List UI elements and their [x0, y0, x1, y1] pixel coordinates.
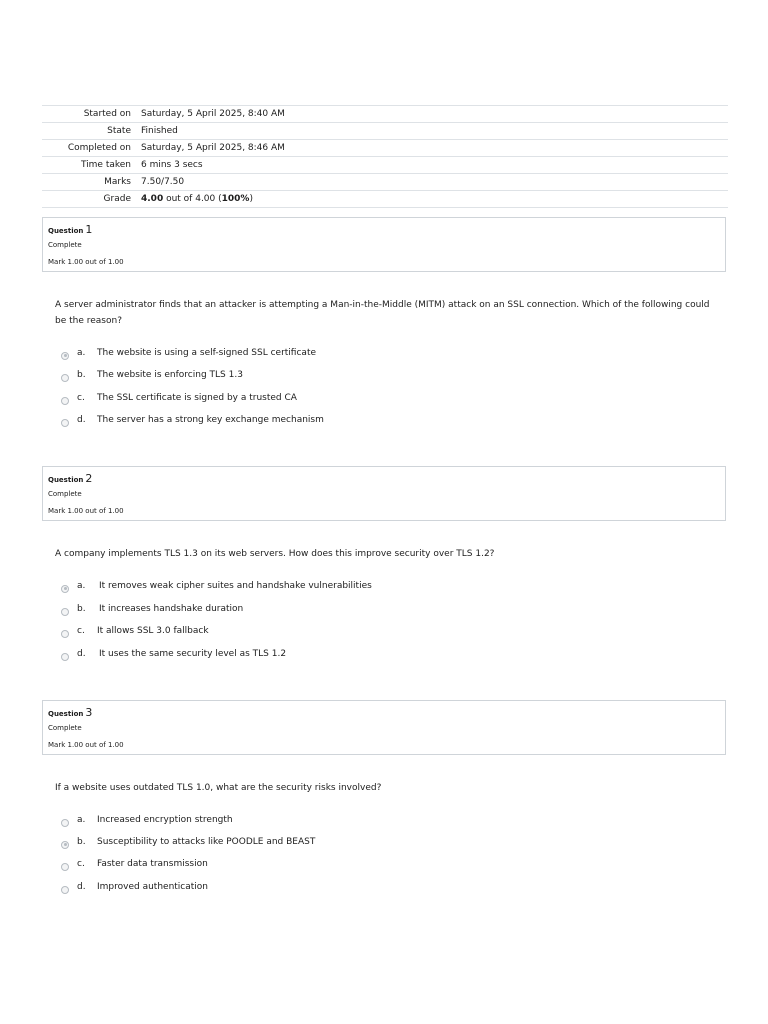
grade-score: 4.00 — [141, 194, 164, 204]
grade-close: ) — [249, 194, 253, 204]
answer-text: Increased encryption strength — [97, 815, 233, 825]
answer-text: It removes weak cipher suites and handshake vulnerabilities — [99, 581, 372, 591]
question-mark: Mark 1.00 out of 1.00 — [48, 258, 124, 266]
summary-value: 7.50/7.50 — [141, 177, 185, 187]
question-info-3 — [42, 700, 726, 755]
summary-value — [141, 194, 728, 204]
question-number: 2 — [85, 472, 93, 485]
summary-value: Saturday, 5 April 2025, 8:40 AM — [141, 109, 285, 119]
radio-button[interactable] — [61, 863, 69, 871]
question-mark: Mark 1.00 out of 1.00 — [48, 741, 124, 749]
answer-option[interactable] — [61, 346, 316, 360]
question-title — [48, 706, 92, 719]
radio-button[interactable] — [61, 374, 69, 382]
answer-option[interactable] — [61, 647, 286, 661]
question-text-1: A server administrator finds that an attacker is attempting a Man-in-the-Middle (MITM) attack on an SSL connection. Which of the following could be the reason? — [55, 300, 710, 326]
summary-label: Time taken — [80, 160, 131, 170]
answer-letter: d. — [77, 415, 86, 425]
answer-letter: c. — [77, 393, 85, 403]
summary-row-time-taken — [42, 157, 728, 174]
answer-letter: d. — [77, 649, 86, 659]
answer-letter: b. — [77, 370, 86, 380]
answer-text: The website is enforcing TLS 1.3 — [97, 370, 243, 380]
question-state: Complete — [48, 490, 82, 498]
summary-label: State — [107, 126, 131, 136]
question-label: Question — [48, 476, 84, 484]
question-state: Complete — [48, 724, 82, 732]
question-title — [48, 223, 92, 236]
answer-text: It allows SSL 3.0 fallback — [97, 626, 209, 636]
answer-letter: c. — [77, 626, 85, 636]
answer-text: The SSL certificate is signed by a trusted CA — [97, 393, 297, 403]
summary-value: 6 mins 3 secs — [141, 160, 203, 170]
question-info-1 — [42, 217, 726, 272]
answer-letter: b. — [77, 837, 86, 847]
question-number: 3 — [85, 706, 93, 719]
question-title — [48, 472, 92, 485]
attempt-summary-table — [42, 105, 728, 208]
answer-letter: b. — [77, 604, 86, 614]
summary-label: Marks — [104, 177, 131, 187]
summary-row-started-on — [42, 106, 728, 123]
radio-button[interactable] — [61, 397, 69, 405]
radio-button[interactable] — [61, 630, 69, 638]
answer-text: Faster data transmission — [97, 859, 208, 869]
question-text-2: A company implements TLS 1.3 on its web servers. How does this improve security over TLS 1.2? — [55, 549, 495, 559]
summary-label: Completed on — [67, 143, 131, 153]
summary-value: Saturday, 5 April 2025, 8:46 AM — [141, 143, 285, 153]
question-state: Complete — [48, 241, 82, 249]
summary-label: Grade — [103, 194, 131, 204]
question-number: 1 — [85, 223, 93, 236]
summary-row-completed-on — [42, 140, 728, 157]
answer-text: It uses the same security level as TLS 1.2 — [99, 649, 287, 659]
answer-text: The website is using a self-signed SSL certificate — [97, 348, 317, 358]
question-info-2 — [42, 466, 726, 521]
question-label: Question — [48, 710, 84, 718]
answer-letter: d. — [77, 882, 86, 892]
summary-value: Finished — [141, 126, 178, 136]
answer-letter: a. — [77, 348, 86, 358]
answer-letter: a. — [77, 815, 86, 825]
answer-letter: a. — [77, 581, 86, 591]
question-mark: Mark 1.00 out of 1.00 — [48, 507, 124, 515]
radio-button[interactable] — [61, 419, 69, 427]
radio-button[interactable] — [61, 653, 69, 661]
answer-option[interactable] — [61, 624, 209, 638]
answer-option[interactable] — [61, 835, 315, 849]
answer-text: Improved authentication — [97, 882, 209, 892]
answer-text: The server has a strong key exchange mechanism — [97, 415, 324, 425]
summary-label: Started on — [83, 109, 131, 119]
summary-row-marks — [42, 174, 728, 191]
radio-button-checked[interactable] — [61, 841, 69, 849]
answer-option[interactable] — [61, 413, 324, 427]
grade-out-of: out of 4.00 ( — [163, 194, 222, 204]
radio-button[interactable] — [61, 886, 69, 894]
answer-option[interactable] — [61, 368, 243, 382]
answer-text: It increases handshake duration — [99, 604, 244, 614]
answer-letter: c. — [77, 859, 85, 869]
radio-button[interactable] — [61, 819, 69, 827]
answer-option[interactable] — [61, 579, 372, 593]
radio-button-checked[interactable] — [61, 352, 69, 360]
summary-row-grade — [42, 191, 728, 208]
radio-button[interactable] — [61, 608, 69, 616]
answer-option[interactable] — [61, 880, 208, 894]
answer-option[interactable] — [61, 813, 233, 827]
question-label: Question — [48, 227, 84, 235]
radio-button-checked[interactable] — [61, 585, 69, 593]
answer-option[interactable] — [61, 857, 208, 871]
grade-percent: 100% — [221, 194, 250, 204]
answer-option[interactable] — [61, 391, 297, 405]
summary-row-state — [42, 123, 728, 140]
question-text-3: If a website uses outdated TLS 1.0, what are the security risks involved? — [55, 783, 382, 793]
answer-option[interactable] — [61, 602, 243, 616]
answer-text: Susceptibility to attacks like POODLE and BEAST — [97, 837, 316, 847]
